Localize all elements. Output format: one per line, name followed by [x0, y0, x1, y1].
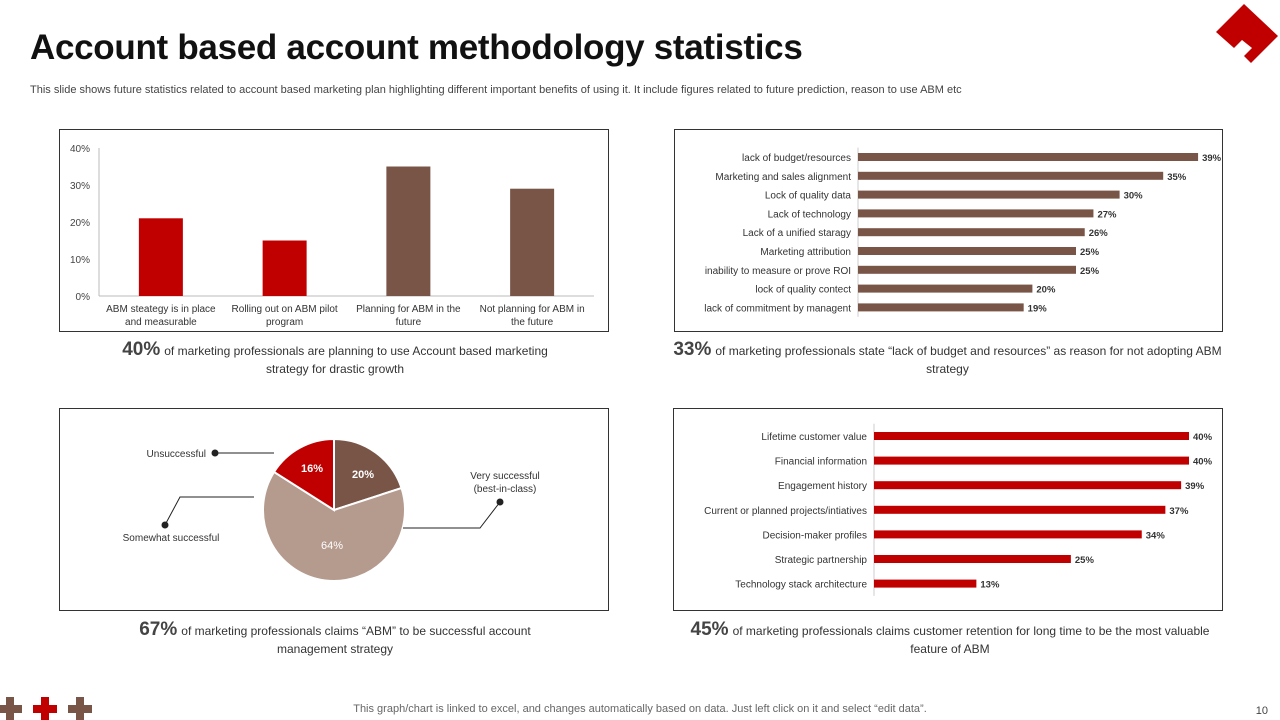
category-label: Financial information: [774, 456, 867, 468]
bar: [874, 530, 1142, 538]
slice-name: Unsuccessful: [146, 449, 206, 460]
bar: [858, 285, 1032, 293]
category-label: Marketing and sales alignment: [715, 171, 851, 183]
page-number: 10: [1255, 705, 1268, 717]
category-label: Strategic partnership: [774, 555, 867, 566]
bar: [858, 247, 1076, 255]
bar: [874, 481, 1181, 489]
bar: [874, 555, 1071, 563]
category-label: lack of commitment by managent: [704, 303, 851, 315]
bar: [858, 303, 1024, 311]
logo-icon: [1214, 0, 1280, 64]
caption-pct: 67%: [139, 619, 178, 640]
slice-name: Somewhat successful: [122, 533, 220, 544]
data-label: 37%: [1169, 505, 1189, 517]
bar: [858, 191, 1120, 199]
caption-pct: 33%: [673, 339, 712, 360]
slice-name: Very successful: [470, 471, 540, 482]
category-label: Lock of quality data: [764, 190, 851, 202]
data-label: 13%: [980, 579, 1000, 591]
y-tick-label: 40%: [69, 144, 90, 155]
page-title: Account based account methodology statistics: [30, 28, 803, 67]
bar: [858, 266, 1076, 274]
bar: [858, 153, 1198, 161]
footer-note: This graph/chart is linked to excel, and changes automatically based on data. Just left click on it and select “edit data”.: [353, 703, 927, 715]
bar: [874, 432, 1189, 440]
data-label: 27%: [1097, 209, 1117, 221]
x-tick-label: ABM steategy is in place: [106, 304, 216, 315]
category-label: Current or planned projects/intiatives: [704, 505, 867, 517]
bar: [263, 241, 307, 297]
data-label: 39%: [1185, 481, 1205, 493]
x-tick-label: the future: [510, 317, 554, 328]
data-label: 30%: [1123, 190, 1143, 202]
x-tick-label: and measurable: [125, 317, 197, 328]
category-label: inability to measure or prove ROI: [704, 265, 851, 277]
leader-dot: [162, 522, 169, 529]
data-label: 25%: [1080, 265, 1100, 277]
bar: [874, 506, 1165, 514]
bar: [510, 189, 554, 296]
data-label: 40%: [1193, 456, 1213, 468]
data-label: 19%: [1027, 303, 1047, 315]
x-tick-label: Rolling out on ABM pilot: [231, 304, 338, 315]
y-tick-label: 10%: [69, 255, 90, 266]
data-label: 35%: [1167, 171, 1187, 183]
data-label: 25%: [1080, 247, 1100, 258]
caption-text: of marketing professionals state “lack of budget and resources” as reason for not adopting ABM strategy: [715, 344, 1222, 376]
x-tick-label: future: [395, 317, 422, 328]
bar: [386, 167, 430, 297]
y-tick-label: 0%: [75, 292, 90, 303]
caption-1: [110, 341, 560, 378]
data-label: 20%: [1036, 284, 1056, 296]
bar: [139, 218, 183, 296]
caption-pct: 40%: [122, 339, 161, 360]
category-label: Technology stack architecture: [735, 579, 867, 591]
caption-2: [655, 341, 1240, 378]
y-tick-label: 30%: [69, 181, 90, 192]
x-tick-label: program: [266, 317, 304, 328]
leader-dot: [212, 450, 219, 457]
category-label: Lack of technology: [767, 209, 851, 221]
slice-label: 16%: [300, 463, 324, 475]
slice-name: (best-in-class): [473, 484, 537, 495]
caption-text: of marketing professionals claims customer retention for long time to be the most valuable feature of ABM: [732, 624, 1210, 656]
category-label: Lifetime customer value: [761, 432, 867, 443]
caption-4: [680, 621, 1220, 658]
category-label: lack of budget/resources: [742, 153, 851, 164]
category-label: Engagement history: [778, 481, 867, 493]
data-label: 40%: [1193, 432, 1213, 443]
bar: [858, 228, 1085, 236]
leader-line: [403, 502, 500, 528]
leader-dot: [497, 499, 504, 506]
caption-text: of marketing professionals claims “ABM” to be successful account management strategy: [181, 624, 531, 656]
pie-chart-panel: [59, 408, 609, 611]
barriers-bar-chart-panel: [674, 129, 1223, 332]
caption-pct: 45%: [690, 619, 729, 640]
bar: [874, 580, 976, 588]
caption-text: of marketing professionals are planning to use Account based marketing strategy for drastic growth: [164, 344, 548, 376]
column-chart-panel: [59, 129, 609, 332]
bar: [858, 209, 1093, 217]
caption-3: [105, 621, 565, 658]
page-subtitle: This slide shows future statistics related to account based marketing plan highlighting different important benefits of using it. It include figures related to future prediction, reason to use ABM etc: [30, 84, 962, 96]
category-label: lock of quality contect: [755, 284, 851, 296]
x-tick-label: Planning for ABM in the: [356, 304, 461, 315]
data-label: 26%: [1088, 228, 1108, 240]
category-label: Lack of a unified staragy: [742, 228, 851, 240]
data-label: 34%: [1145, 530, 1165, 542]
features-bar-chart-panel: [673, 408, 1223, 611]
data-label: 25%: [1074, 555, 1094, 566]
data-label: 39%: [1202, 153, 1222, 164]
leader-line: [165, 497, 254, 525]
y-tick-label: 20%: [69, 218, 90, 229]
bar: [858, 172, 1163, 180]
x-tick-label: Not planning for ABM in: [479, 304, 585, 315]
slice-label: 64%: [320, 540, 344, 552]
bar: [874, 457, 1189, 465]
category-label: Marketing attribution: [760, 247, 851, 258]
slice-label: 20%: [351, 469, 375, 481]
category-label: Decision-maker profiles: [762, 530, 867, 542]
